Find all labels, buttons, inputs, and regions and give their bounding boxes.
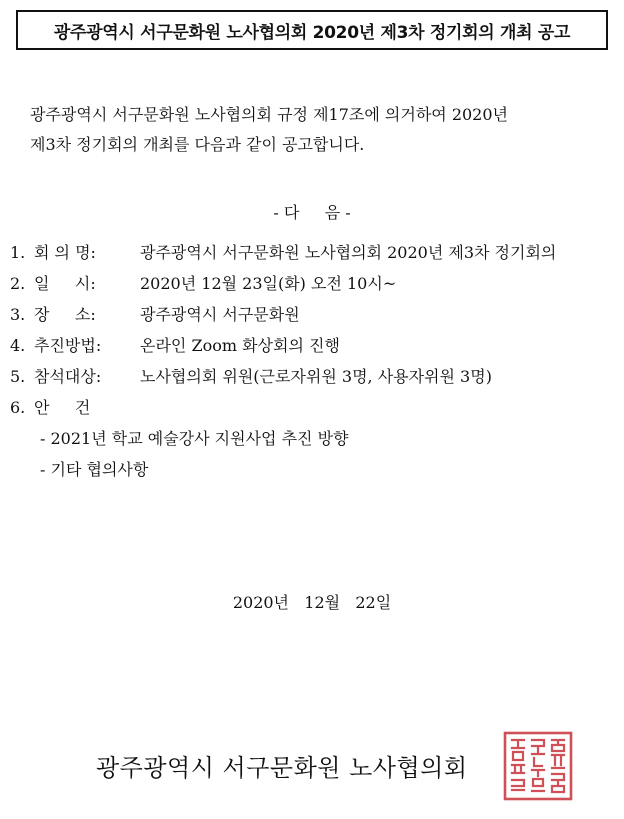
agenda-item: - 기타 협의사항	[40, 460, 149, 479]
item-value: 광주광역시 서구문화원 노사협의회 2020년 제3차 정기회의	[140, 243, 557, 262]
item-label: 안 건	[34, 398, 91, 417]
item-label: 장 소:	[34, 305, 96, 324]
item-value: 2020년 12월 23일(화) 오전 10시~	[140, 274, 397, 293]
item-value: 온라인 Zoom 화상회의 진행	[140, 336, 340, 355]
item-label: 일 시:	[34, 274, 96, 293]
list-item	[10, 299, 620, 330]
agenda-item: - 2021년 학교 예술강사 지원사업 추진 방향	[40, 429, 349, 448]
intro-paragraph	[30, 100, 614, 160]
notice-date: 2020년 12월 22일	[232, 593, 392, 612]
item-number: 5.	[10, 367, 26, 386]
item-number: 3.	[10, 305, 26, 324]
item-value: 광주광역시 서구문화원	[140, 305, 300, 324]
item-number: 1.	[10, 243, 26, 262]
section-heading: - 다 음 -	[273, 203, 351, 222]
list-item	[10, 330, 620, 361]
list-item	[10, 361, 620, 392]
list-item	[10, 392, 620, 423]
item-value: 노사협의회 위원(근로자위원 3명, 사용자위원 3명)	[140, 367, 492, 386]
list-item	[10, 237, 620, 268]
intro-line-2: 제3차 정기회의 개최를 다음과 같이 공고합니다.	[30, 135, 365, 154]
organization-name: 광주광역시 서구문화원 노사협의회	[96, 754, 468, 782]
item-number: 4.	[10, 336, 26, 355]
item-label: 참석대상:	[34, 367, 102, 386]
notice-title: 광주광역시 서구문화원 노사협의회 2020년 제3차 정기회의 개최 공고	[53, 22, 571, 43]
item-label: 추진방법:	[34, 336, 102, 355]
item-number: 2.	[10, 274, 26, 293]
notice-title-box	[16, 10, 608, 50]
list-item	[10, 268, 620, 299]
items-list	[10, 237, 620, 485]
official-seal-icon	[502, 730, 574, 802]
item-label: 회 의 명:	[34, 243, 96, 262]
item-number: 6.	[10, 398, 26, 417]
intro-line-1: 광주광역시 서구문화원 노사협의회 규정 제17조에 의거하여 2020년	[30, 105, 508, 124]
